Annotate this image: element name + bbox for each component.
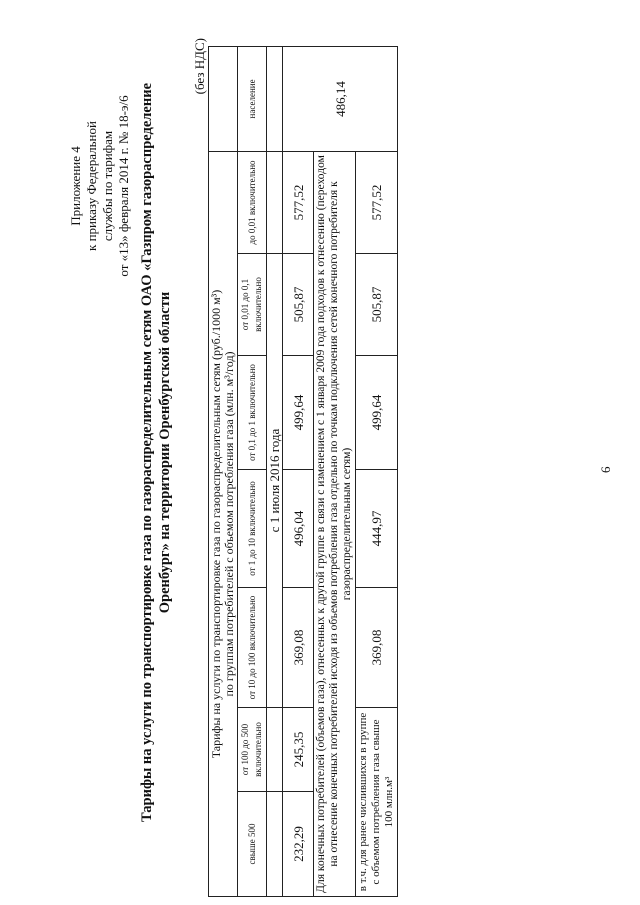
value-cell: 577,52 — [356, 151, 398, 253]
table-header-row — [209, 46, 238, 896]
empty-cell — [267, 708, 283, 792]
value-cell: 245,35 — [283, 708, 314, 792]
column-header: до 0,01 включительно — [238, 151, 267, 253]
period-cell: с 1 июля 2016 года — [267, 254, 283, 708]
appendix-header — [68, 16, 132, 356]
value-cell: 369,08 — [356, 588, 398, 708]
column-header: от 100 до 500 включительно — [238, 708, 267, 792]
main-header-line: по группам потребителей с объемом потребления газа (млн. м³/год) — [222, 351, 236, 697]
table-row — [283, 46, 314, 896]
vat-note: (без НДС) — [192, 38, 207, 95]
empty-cell — [267, 46, 283, 151]
note-row — [314, 46, 356, 896]
column-header: от 0,1 до 1 включительно — [238, 356, 267, 470]
column-header: от 1 до 10 включительно — [238, 470, 267, 588]
appendix-line: к приказу Федеральной — [84, 121, 99, 251]
column-header-row — [238, 46, 267, 896]
population-value-cell: 486,14 — [283, 46, 398, 151]
value-cell: 232,29 — [283, 792, 314, 897]
note-cell: Для конечных потребителей (объемов газа), отнесенных к другой группе в связи с изменением с 1 января 2009 года подходов к отнесению (переходом на отнесение конечных потребителей исходя из объемов потребления газа отдельно по точкам подключения сетей конечного потребителя к газораспределительным сетям) — [314, 151, 356, 896]
page-number: 6 — [598, 466, 613, 473]
main-header-cell — [209, 151, 238, 896]
tariffs-table — [208, 46, 398, 897]
document-title — [138, 0, 174, 905]
table-row — [356, 46, 398, 896]
value-cell: 577,52 — [283, 151, 314, 253]
empty-cell — [209, 46, 238, 151]
column-header: от 0,01 до 0,1 включительно — [238, 254, 267, 356]
title-line: Оренбург» на территории Оренбургской области — [157, 291, 173, 614]
value-cell: 444,97 — [356, 470, 398, 588]
empty-cell — [267, 792, 283, 897]
appendix-line: службы по тарифам — [100, 130, 115, 242]
value-cell: 499,64 — [283, 356, 314, 470]
value-cell: 496,04 — [283, 470, 314, 588]
empty-cell — [267, 151, 283, 253]
appendix-line: от «13» февраля 2014 г. № 18-э/6 — [116, 95, 131, 277]
value-cell: 499,64 — [356, 356, 398, 470]
value-cell: 505,87 — [283, 254, 314, 356]
value-cell: 505,87 — [356, 254, 398, 356]
period-row — [267, 46, 283, 896]
column-header: от 10 до 100 включительно — [238, 588, 267, 708]
main-header-line: Тарифы на услуги по транспортировке газа по газораспределительным сетям (руб./1000 м³) — [209, 289, 223, 759]
appendix-line: Приложение 4 — [68, 146, 83, 226]
column-header: свыше 500 — [238, 792, 267, 897]
value-cell: 369,08 — [283, 588, 314, 708]
title-line: Тарифы на услуги по транспортировке газа по газораспределительным сетям ОАО «Газпром газораспределение — [139, 82, 155, 823]
sub-label-cell: в т.ч. для ранее числившихся в группе с объемом потребления газа свыше 100 млн.м³ — [356, 708, 398, 897]
column-header: население — [238, 46, 267, 151]
